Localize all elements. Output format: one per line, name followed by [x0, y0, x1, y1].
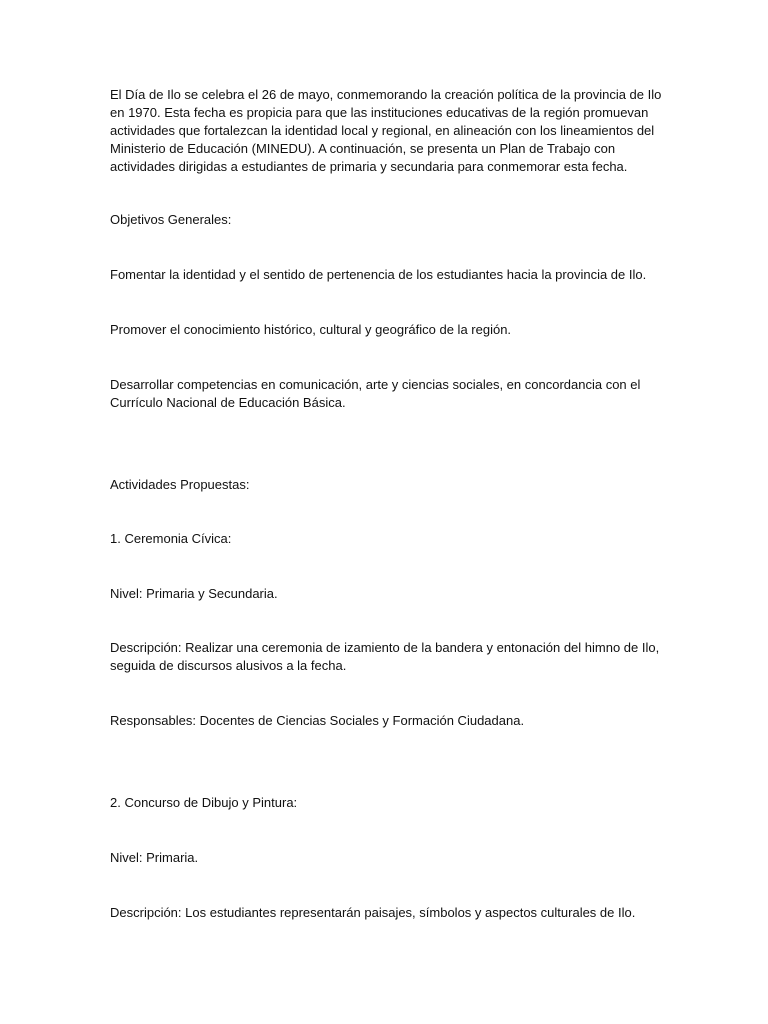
objetivo-item: Fomentar la identidad y el sentido de pertenencia de los estudiantes hacia la provincia de Ilo. — [110, 267, 647, 282]
actividades-heading: Actividades Propuestas: — [110, 477, 250, 492]
objetivos-heading: Objetivos Generales: — [110, 212, 232, 227]
actividad-title: 1. Ceremonia Cívica: — [110, 531, 232, 546]
actividad-title: 2. Concurso de Dibujo y Pintura: — [110, 795, 298, 810]
actividad-responsables: Responsables: Docentes de Ciencias Sociales y Formación Ciudadana. — [110, 713, 525, 728]
actividad-nivel: Nivel: Primaria. — [110, 850, 199, 865]
actividad-descripcion: Descripción: Los estudiantes representarán paisajes, símbolos y aspectos culturales de Ilo. — [110, 905, 636, 920]
actividad-descripcion: Descripción: Realizar una ceremonia de izamiento de la bandera y entonación del himno de Ilo, seguida de discursos alusivos a la fecha. — [110, 640, 660, 673]
objetivo-item: Desarrollar competencias en comunicación, arte y ciencias sociales, en concordancia con el Currículo Nacional de Educación Básica. — [110, 377, 641, 410]
intro-paragraph: El Día de Ilo se celebra el 26 de mayo, conmemorando la creación política de la provincia de Ilo en 1970. Esta fecha es propicia para que las instituciones educativas de la región promuevan actividades que fortalezcan la identidad local y regional, en alineación con los lineamientos del Ministerio de Educación (MINEDU). A continuación, se presenta un Plan de Trabajo con actividades dirigidas a estudiantes de primaria y secundaria para conmemorar esta fecha. — [110, 87, 662, 174]
actividad-nivel: Nivel: Primaria y Secundaria. — [110, 586, 278, 601]
objetivo-item: Promover el conocimiento histórico, cultural y geográfico de la región. — [110, 322, 512, 337]
